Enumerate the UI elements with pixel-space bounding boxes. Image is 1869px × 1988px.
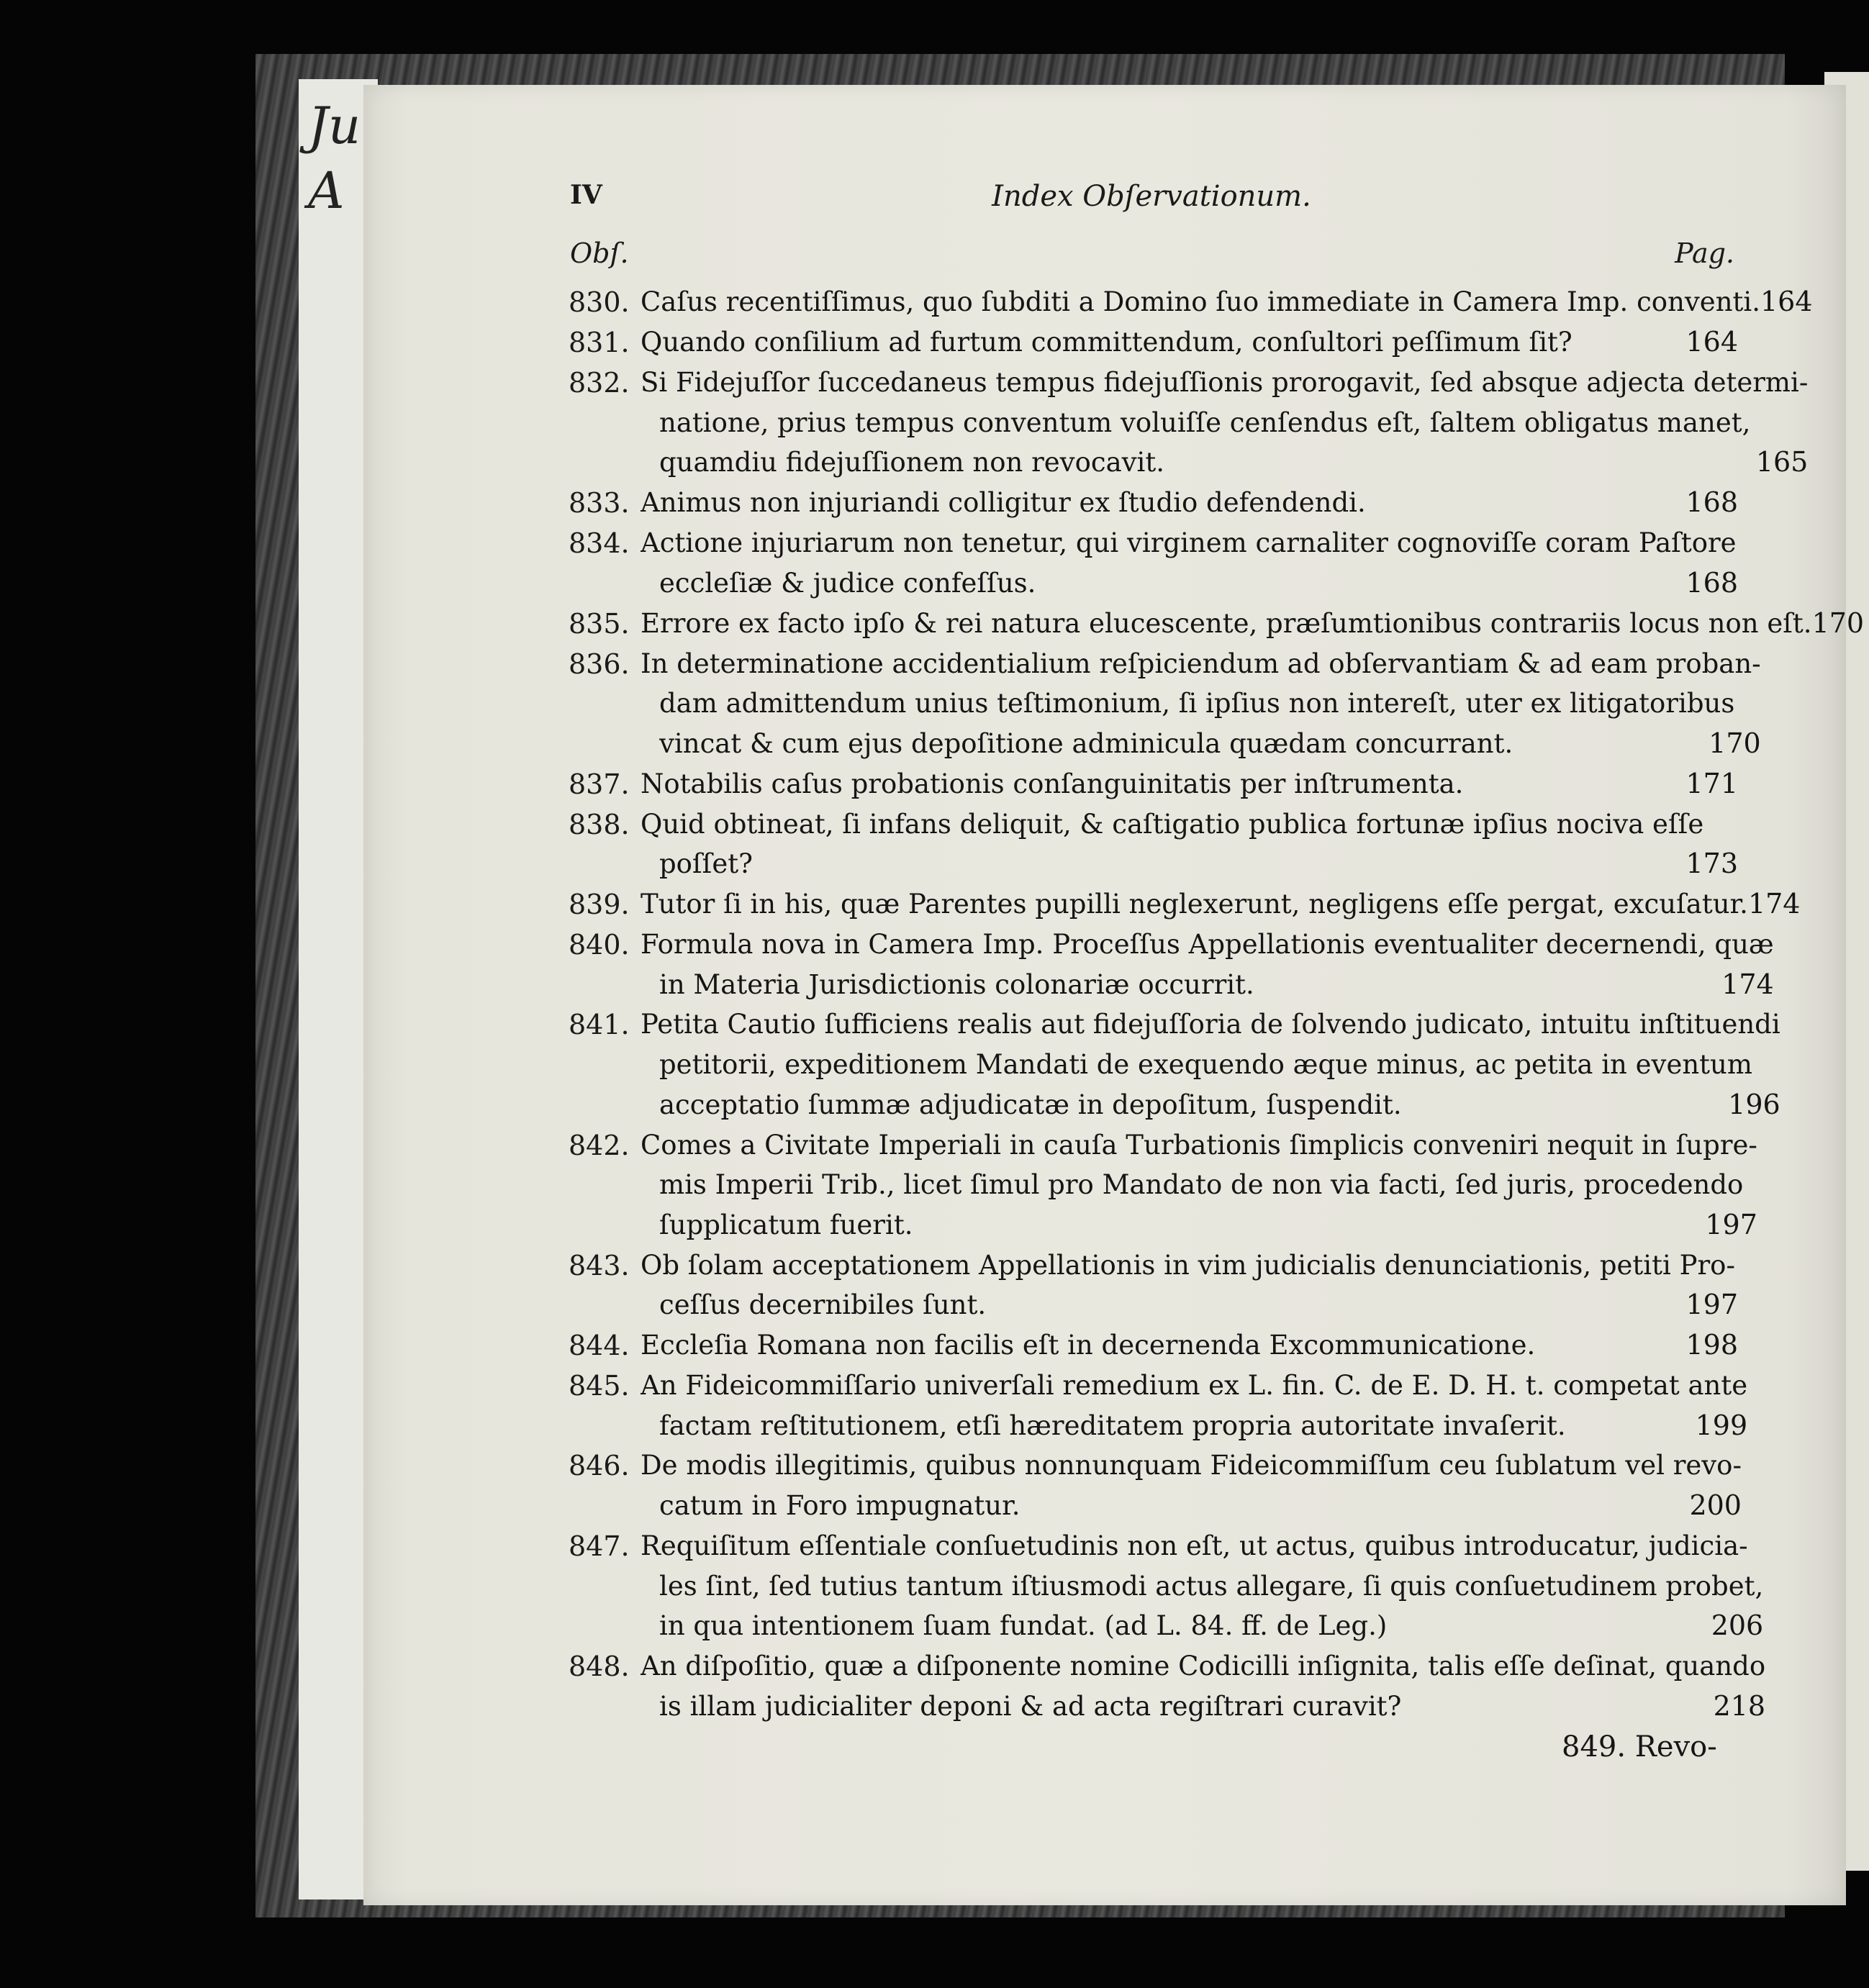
entry-text: poſſet?	[659, 848, 753, 880]
entry-text: Quando conſilium ad furtum committendum, conſultori peſſimum ſit?	[641, 327, 1572, 358]
entry-page-number: 164	[1685, 326, 1738, 358]
entry-number: 846.	[569, 1450, 630, 1482]
index-entry	[569, 322, 1738, 363]
entry-page-number: 218	[1713, 1689, 1766, 1722]
entry-page-number: 196	[1728, 1088, 1780, 1120]
entry-text: les ſint, ſed tutius tantum iſtiusmodi actus allegare, ſi quis conſuetudinem probet,	[659, 1570, 1764, 1602]
entry-number: 841.	[569, 1009, 630, 1041]
entry-number: 843.	[569, 1249, 630, 1281]
entry-text: vincat & cum ejus depoſitione adminicula quædam concurrant.	[659, 727, 1513, 759]
entry-text: In determinatione accidentialium reſpiciendum ad obſervantiam & ad eam proban-	[641, 648, 1761, 679]
entry-text: Formula nova in Camera Imp. Proceſſus Appellationis eventualiter decernendi, quæ	[641, 929, 1774, 961]
entry-page-number: 197	[1705, 1208, 1757, 1240]
entry-text: acceptatio ſummæ adjudicatæ in depoſitum, ſuspendit.	[659, 1089, 1402, 1120]
entry-line	[641, 965, 1774, 1005]
entry-line	[641, 483, 1738, 523]
entry-text: petitorii, expeditionem Mandati de exequendo æque minus, ac petita in eventum	[659, 1049, 1752, 1081]
entry-page-number: 170	[1709, 727, 1761, 759]
entry-line	[641, 282, 1813, 322]
entry-line	[641, 884, 1800, 925]
entry-line	[641, 1165, 1757, 1205]
entry-line	[641, 442, 1808, 483]
entry-text: Caſus recentiſſimus, quo ſubditi a Domino ſuo immediate in Camera Imp. conventi.	[641, 286, 1760, 317]
entry-number: 836.	[569, 648, 630, 680]
entry-text: in Materia Jurisdictionis colonariæ occurrit.	[659, 968, 1254, 1000]
entry-page-number: 171	[1685, 767, 1738, 799]
index-entry	[569, 282, 1813, 322]
entry-text: De modis illegitimis, quibus nonnunquam Fideicommiſſum ceu ſublatum vel revo-	[641, 1450, 1742, 1481]
entry-text: Notabilis caſus probationis conſanguinitatis per inſtrumenta.	[641, 768, 1464, 799]
index-entry	[569, 1245, 1738, 1325]
entry-page-number: 199	[1695, 1409, 1748, 1441]
entry-number: 838.	[569, 808, 630, 840]
entry-line	[641, 1646, 1765, 1687]
index-entry	[569, 804, 1738, 884]
index-entry	[569, 1646, 1766, 1726]
entry-page-number: 168	[1685, 486, 1738, 519]
index-entry	[569, 483, 1738, 523]
entry-text: Petita Cautio ſufficiens realis aut fidejuſſoria de ſolvendo judicato, intuitu inſtituendi	[641, 1009, 1780, 1040]
entry-line	[641, 1526, 1763, 1566]
entry-line	[641, 523, 1738, 563]
entry-line	[641, 1325, 1738, 1366]
entry-line	[641, 1687, 1765, 1727]
handwritten-note	[308, 94, 361, 223]
column-label-obs: Obſ.	[570, 237, 629, 269]
entry-text: Eccleſia Romana non facilis eſt in decernenda Excommunicatione.	[641, 1330, 1536, 1361]
folio-number: IV	[570, 180, 602, 210]
index-entry	[569, 523, 1738, 603]
entry-number: 837.	[569, 768, 630, 800]
entry-number: 832.	[569, 367, 630, 399]
entry-number: 847.	[569, 1530, 630, 1562]
entry-line	[641, 1445, 1742, 1486]
entry-line	[641, 1566, 1763, 1607]
entry-text: factam reſtitutionem, etſi hæreditatem propria autoritate invaſerit.	[659, 1410, 1566, 1441]
entry-text: Ob ſolam acceptationem Appellationis in vim judicialis denunciationis, petiti Pro-	[641, 1249, 1735, 1281]
entry-text: An diſpoſitio, quæ a diſponente nomine Codicilli inſignita, talis eſſe deſinat, quando	[641, 1650, 1766, 1681]
entry-text: natione, prius tempus conventum voluiſſe cenſendus eſt, ſaltem obligatus manet,	[659, 407, 1751, 438]
index-entry	[569, 1366, 1748, 1445]
entry-page-number: 174	[1747, 888, 1801, 920]
entry-line	[641, 1606, 1763, 1646]
entry-text: Errore ex facto ipſo & rei natura elucescente, præſumtionibus contrariis locus non eſt.	[641, 607, 1812, 639]
index-entry	[569, 764, 1738, 804]
entry-line	[641, 804, 1738, 845]
entry-page-number: 165	[1755, 446, 1809, 478]
index-entries	[569, 282, 1865, 1726]
entry-page-number: 168	[1685, 566, 1738, 599]
index-entry	[569, 1004, 1780, 1125]
entry-line	[641, 1045, 1780, 1085]
entry-line	[641, 1085, 1780, 1125]
entry-text: ſupplicatum fuerit.	[659, 1209, 913, 1240]
entry-line	[641, 363, 1808, 403]
entry-line	[641, 1004, 1780, 1045]
index-entry	[569, 1325, 1738, 1366]
entry-line	[641, 724, 1761, 764]
entry-page-number: 206	[1711, 1610, 1764, 1642]
entry-number: 845.	[569, 1370, 630, 1402]
entry-line	[641, 403, 1808, 443]
entry-line	[641, 563, 1738, 604]
running-title: Index Obſervationum.	[992, 180, 1311, 213]
entry-text: eccleſiæ & judice confeſſus.	[659, 567, 1036, 599]
entry-line	[641, 1486, 1742, 1526]
entry-page-number: 170	[1811, 607, 1865, 639]
entry-page-number: 198	[1685, 1329, 1738, 1361]
entry-line	[641, 604, 1864, 644]
entry-line	[641, 844, 1738, 884]
entry-number: 844.	[569, 1330, 630, 1362]
entry-text: ceſſus decernibiles ſunt.	[659, 1289, 987, 1321]
catchword: 849. Revo-	[1562, 1730, 1717, 1764]
entry-text: Comes a Civitate Imperiali in cauſa Turbationis ſimplicis conveniri nequit in ſupre-	[641, 1129, 1757, 1161]
entry-line	[641, 684, 1761, 724]
entry-text: Actione injuriarum non tenetur, qui virginem carnaliter cognoviſſe coram Paſtore	[641, 527, 1737, 559]
entry-text: Requiſitum eſſentiale conſuetudinis non eſt, ut actus, quibus introducatur, judicia-	[641, 1530, 1748, 1561]
entry-number: 848.	[569, 1650, 630, 1682]
entry-text: in qua intentionem ſuam fundat. (ad L. 84. ff. de Leg.)	[659, 1610, 1388, 1642]
entry-line	[641, 1205, 1757, 1245]
entry-number: 830.	[569, 286, 630, 318]
entry-line	[641, 1366, 1747, 1406]
entry-text: Si Fidejuſſor ſuccedaneus tempus fidejuſſionis prorogavit, ſed absque adjecta determi-	[641, 367, 1809, 398]
entry-line	[641, 1285, 1738, 1325]
index-entry	[569, 925, 1774, 1004]
index-entry	[569, 1445, 1742, 1525]
entry-page-number: 200	[1689, 1489, 1742, 1522]
entry-number: 842.	[569, 1129, 630, 1161]
index-entry	[569, 363, 1809, 483]
entry-page-number: 173	[1685, 848, 1738, 880]
handwritten-note-line-2: A	[308, 161, 345, 220]
entry-text: Animus non injuriandi colligitur ex ſtudio defendendi.	[641, 487, 1366, 519]
entry-text: dam admittendum unius teſtimonium, ſi ipſius non intereſt, uter ex litigatoribus	[659, 688, 1735, 720]
entry-text: mis Imperii Trib., licet ſimul pro Mandato de non via facti, ſed juris, procedendo	[659, 1169, 1744, 1201]
handwritten-note-line-1: Ju	[308, 96, 361, 155]
entry-text: is illam judicialiter deponi & ad acta regiſtrari curavit?	[659, 1690, 1402, 1722]
entry-line	[641, 1406, 1747, 1446]
entry-page-number: 164	[1760, 286, 1813, 317]
entry-page-number: 197	[1685, 1289, 1738, 1321]
entry-text: An Fideicommiſſario univerſali remedium ex L. fin. C. de E. D. H. t. competat ante	[641, 1370, 1748, 1402]
index-entry	[569, 1125, 1757, 1245]
entry-number: 833.	[569, 487, 630, 519]
entry-text: Tutor ſi in his, quæ Parentes pupilli neglexerunt, negligens eſſe pergat, excuſatur.	[641, 889, 1748, 920]
index-entry	[569, 604, 1865, 644]
entry-line	[641, 1125, 1757, 1166]
index-entry	[569, 644, 1761, 764]
entry-number: 840.	[569, 929, 630, 961]
entry-number: 834.	[569, 527, 630, 560]
entry-text: Quid obtineat, ſi infans deliquit, & caſtigatio publica fortunæ ipſius nociva eſſe	[641, 808, 1704, 840]
index-entry	[569, 884, 1801, 925]
entry-line	[641, 764, 1738, 804]
entry-number: 835.	[569, 607, 630, 640]
entry-line	[641, 925, 1774, 965]
column-label-pag: Pag.	[1675, 237, 1734, 269]
entry-line	[641, 1245, 1738, 1286]
entry-page-number: 174	[1721, 968, 1774, 1000]
page-header	[570, 180, 1733, 223]
entry-text: catum in Foro impugnatur.	[659, 1490, 1021, 1522]
entry-line	[641, 644, 1761, 684]
entry-line	[641, 322, 1738, 363]
index-entry	[569, 1526, 1764, 1646]
entry-number: 831.	[569, 327, 630, 358]
entry-text: quamdiu fidejuſſionem non revocavit.	[659, 447, 1165, 478]
entry-number: 839.	[569, 889, 630, 921]
